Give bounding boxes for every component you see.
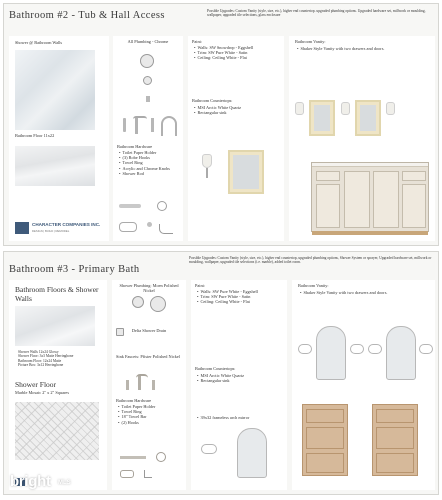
- hardware-item: • (2) Hooks: [118, 420, 184, 425]
- sconce-image: [341, 102, 350, 115]
- vanity-item: • Shaker Style Vanity with two drawers and doors.: [300, 290, 410, 295]
- sconce-image: [419, 344, 433, 354]
- tile-note: Shower Walls 12x24 Glossy: [18, 350, 59, 354]
- paint-item: • Ceiling: Ceiling White - Flat: [197, 299, 283, 304]
- hardware-item: • 18" Towel Bar: [118, 414, 184, 419]
- design-board-bathroom-3: [3, 251, 439, 495]
- faucet-handle-left: [123, 118, 126, 132]
- arch-mirror-image: [316, 326, 346, 380]
- faucet-handle-right: [152, 380, 155, 390]
- shower-head-image: [140, 54, 154, 68]
- plumbing-column: [113, 36, 183, 241]
- possible-upgrades-text: Possible Upgrades: Custom Vanity (style, size, etc.), higher end countertop, upgraded plumbing options, Shower System or sprayer, Upgraded hardware set, millwork or moulding, wallpaper, upgraded tile selections (i.e. marble), added toilet room.: [189, 256, 432, 265]
- faucet-handle-right: [151, 118, 154, 132]
- bathroom-floor-label: Bathroom Floor 11x22: [15, 133, 55, 138]
- hardware-list: [119, 150, 181, 176]
- paint-list: [194, 45, 280, 61]
- shower-wall-tile-swatch: [15, 50, 95, 130]
- vanity-item: • Shaker Style Vanity with two drawers and doors.: [297, 46, 397, 51]
- mirror-image: [309, 100, 335, 136]
- towel-ring-image: [156, 452, 166, 462]
- shower-plumbing-label: Shower Plumbing: Moen Polished Nickel: [119, 283, 179, 294]
- faucet-body: [135, 118, 138, 134]
- mirror-note: [197, 415, 283, 420]
- sconce-image: [202, 154, 212, 168]
- paint-list: [197, 289, 283, 305]
- paint-label: Paint:: [195, 283, 206, 288]
- countertops-label: Bathroom Countertops:: [192, 98, 233, 103]
- tile-column: [9, 280, 107, 490]
- towel-bar-image: [120, 456, 146, 459]
- vanity-column: [292, 280, 435, 490]
- shower-valve-image: [143, 76, 152, 85]
- vanity-label: Bathroom Vanity:: [298, 283, 329, 288]
- countertops-list: [197, 373, 283, 383]
- faucet-body: [138, 376, 141, 390]
- plumbing-column: [112, 280, 186, 490]
- paint-label: Paint:: [192, 39, 203, 44]
- shower-drain-image: [116, 328, 124, 336]
- paint-item: • Walls: SW Snowdrop - Eggshell: [194, 45, 280, 50]
- shower-walls-label: Shower @ Bathroom Walls: [15, 40, 63, 45]
- countertop-item: • Rectangular sink: [197, 378, 283, 383]
- hardware-item: • Toilet Paper Holder: [119, 150, 181, 155]
- shower-floor-label: Shower Floor: [15, 380, 57, 389]
- sconce-image: [386, 102, 395, 115]
- arch-mirror-image: [386, 326, 416, 380]
- countertops-list: [194, 105, 280, 115]
- tile-note: Shower Floor: 3x3 Matte Herringbone: [18, 354, 74, 359]
- hardware-item: • Toilet Paper Holder: [118, 404, 184, 409]
- robe-hook-image: [159, 224, 173, 234]
- paint-column: [188, 36, 284, 241]
- paint-item: • Trim: SW Pure White - Satin: [197, 294, 283, 299]
- knob-image: [147, 222, 152, 227]
- mirror-image: [355, 100, 381, 136]
- paint-item: • Trim: SW Pure White - Satin: [194, 50, 280, 55]
- plumbing-label: All Plumbing - Chrome: [127, 39, 169, 44]
- faucet-handle-left: [126, 380, 129, 390]
- mirror-note-item: • 39x32 frameless arch mirror: [197, 415, 283, 420]
- hardware-item: • (3) Robe Hooks: [119, 155, 181, 160]
- hardware-item: • Acrylic and Chrome Knobs: [119, 166, 181, 171]
- hardware-label: Bathroom Hardware: [117, 144, 153, 149]
- company-name: CHARACTER COMPANIES INC.: [32, 222, 101, 227]
- arch-mirror-image: [237, 428, 267, 478]
- countertop-item: • MSI Arctic White Quartz: [194, 105, 280, 110]
- board-title: Bathroom #2 - Tub & Hall Access: [9, 10, 165, 21]
- shower-drain-label: Delta Shower Drain: [131, 328, 167, 333]
- paint-item: • Ceiling: Ceiling White - Flat: [194, 55, 280, 60]
- towel-bar-image: [119, 204, 141, 208]
- toilet-paper-holder-image: [120, 470, 134, 478]
- hardware-list: [118, 404, 184, 425]
- watermark-brand: bright: [10, 473, 51, 490]
- company-logo: [15, 222, 29, 234]
- vanity-cabinet-image: [372, 404, 418, 476]
- tub-spout-image: [146, 96, 150, 102]
- tile-note: Bathroom Floor: 12x24 Matte: [18, 358, 62, 363]
- shower-floor-sub: Marble Mosaic 2" x 2" Squares: [15, 390, 69, 395]
- sconce-image: [298, 344, 312, 354]
- hardware-item: • Towel Ring: [118, 409, 184, 414]
- tile-notes: [18, 350, 104, 368]
- board-title: Bathroom #3 - Primary Bath: [9, 264, 140, 275]
- tile-note: Picture Box: 3x12 Herringbone: [18, 363, 64, 368]
- vanity-cabinet-image: [302, 404, 348, 476]
- floors-walls-label: Bathroom Floors & Shower Walls: [15, 285, 99, 303]
- countertops-label: Bathroom Countertops:: [195, 366, 236, 371]
- sink-faucets-label: Sink Faucets: Pfister Polished Nickel: [116, 354, 180, 359]
- vanity-list: [300, 290, 410, 295]
- toilet-paper-holder-image: [119, 222, 137, 232]
- vanity-column: [289, 36, 435, 241]
- vanity-mirror-image: [228, 150, 264, 194]
- paint-item: • Walls: SW Pure White - Eggshell: [197, 289, 283, 294]
- herringbone-tile-swatch: [15, 402, 99, 460]
- wall-tile-swatch: [15, 306, 95, 346]
- vanity-label: Bathroom Vanity:: [295, 39, 326, 44]
- company-tagline: DESIGN | BUILD | REMODEL: [32, 229, 70, 233]
- vanity-cabinet-image: [311, 162, 429, 232]
- countertop-item: • Rectangular sink: [194, 110, 280, 115]
- hook-image: [144, 470, 152, 478]
- sconce-image: [368, 344, 382, 354]
- tub-faucet-image: [161, 116, 177, 136]
- design-board-bathroom-2: [3, 3, 439, 246]
- paint-column: [191, 280, 287, 490]
- sconce-arm: [206, 168, 208, 178]
- shower-trim-image: [150, 296, 166, 312]
- hardware-label: Bathroom Hardware: [116, 398, 152, 403]
- tile-column: [9, 36, 109, 241]
- hardware-item: • Towel Ring: [119, 160, 181, 165]
- watermark-suffix: MLS: [58, 480, 71, 486]
- sconce-image: [201, 444, 217, 454]
- towel-ring-image: [157, 201, 167, 211]
- sconce-image: [350, 344, 364, 354]
- vanity-list: [297, 46, 397, 51]
- possible-upgrades-text: Possible Upgrades: Custom Vanity (style, size, etc.), higher end countertop. upgraded plumbing options. Upgraded hardware set, millwork or moulding, wallpaper, upgraded tile selections, glass enclosure: [207, 9, 426, 18]
- shower-head-image: [132, 296, 144, 308]
- bathroom-floor-tile-swatch: [15, 146, 95, 186]
- sconce-image: [295, 102, 304, 115]
- hardware-item: • Shower Rod: [119, 171, 181, 176]
- countertop-item: • MSI Arctic White Quartz: [197, 373, 283, 378]
